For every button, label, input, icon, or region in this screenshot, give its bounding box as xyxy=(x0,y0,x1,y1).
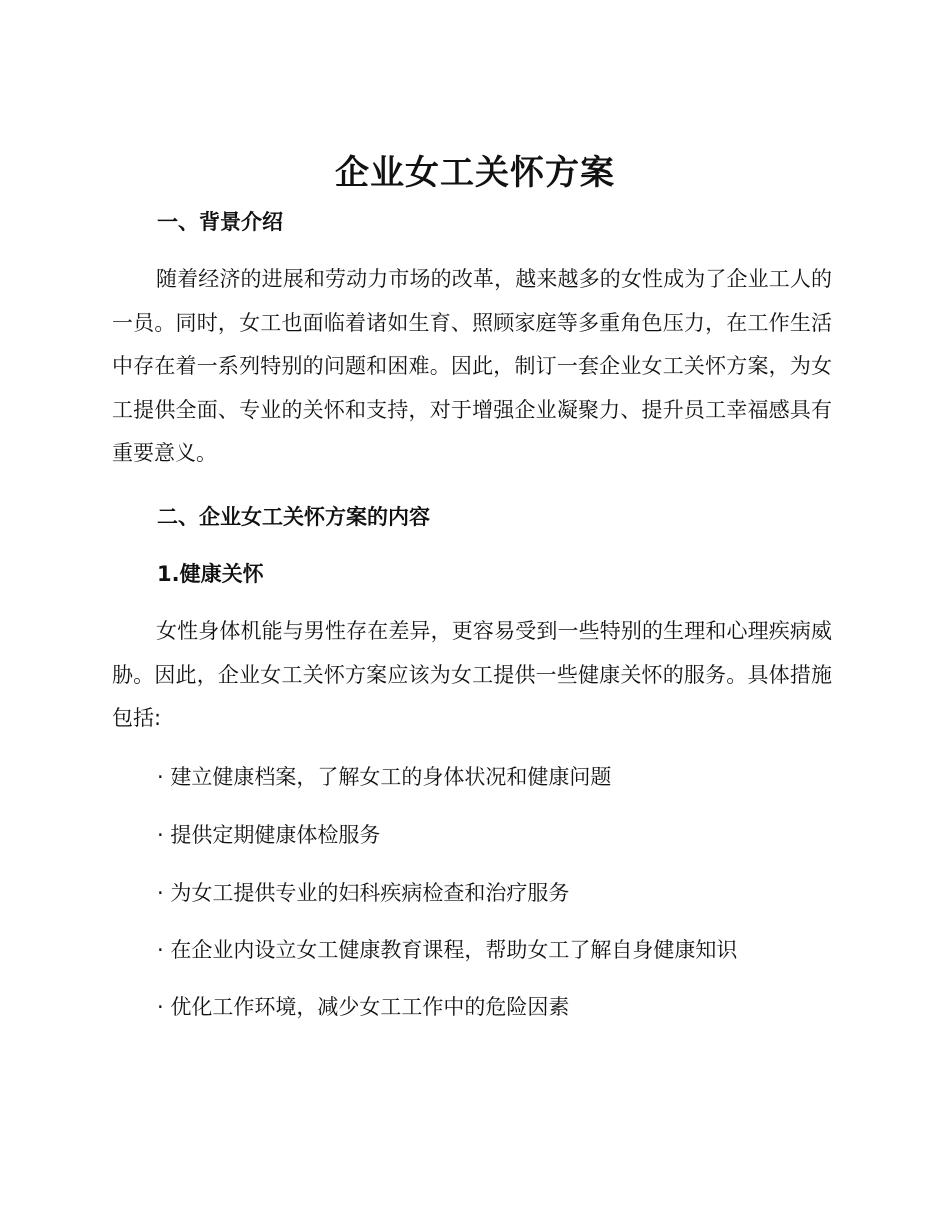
section-heading-content: 二、企业女工关怀方案的内容 xyxy=(157,505,430,529)
bullet-item: · 建立健康档案，了解女工的身体状况和健康问题 xyxy=(157,765,612,789)
document-title: 企业女工关怀方案 xyxy=(335,153,615,193)
health-paragraph: 女性身体机能与男性存在差异，更容易受到一些特别的生理和心理疾病威胁。因此，企业女工关怀方案应该为女工提供一些健康关怀的服务。具体措施包括: xyxy=(112,619,832,730)
subsection-heading-health: 1.健康关怀 xyxy=(157,562,264,586)
section-heading-background: 一、背景介绍 xyxy=(157,210,283,234)
bullet-item: · 提供定期健康体检服务 xyxy=(157,823,381,847)
bullet-item: · 在企业内设立女工健康教育课程，帮助女工了解自身健康知识 xyxy=(157,938,738,962)
bullet-item: · 为女工提供专业的妇科疾病检查和治疗服务 xyxy=(157,881,570,905)
bullet-item: · 优化工作环境，减少女工工作中的危险因素 xyxy=(157,995,570,1019)
background-paragraph: 随着经济的进展和劳动力市场的改革，越来越多的女性成为了企业工人的一员。同时，女工也面临着诸如生育、照顾家庭等多重角色压力，在工作生活中存在着一系列特别的问题和困难。因此，制订一套企业女工关怀方案，为女工提供全面、专业的关怀和支持，对于增强企业凝聚力、提升员工幸福感具有重要意义。 xyxy=(112,267,832,465)
